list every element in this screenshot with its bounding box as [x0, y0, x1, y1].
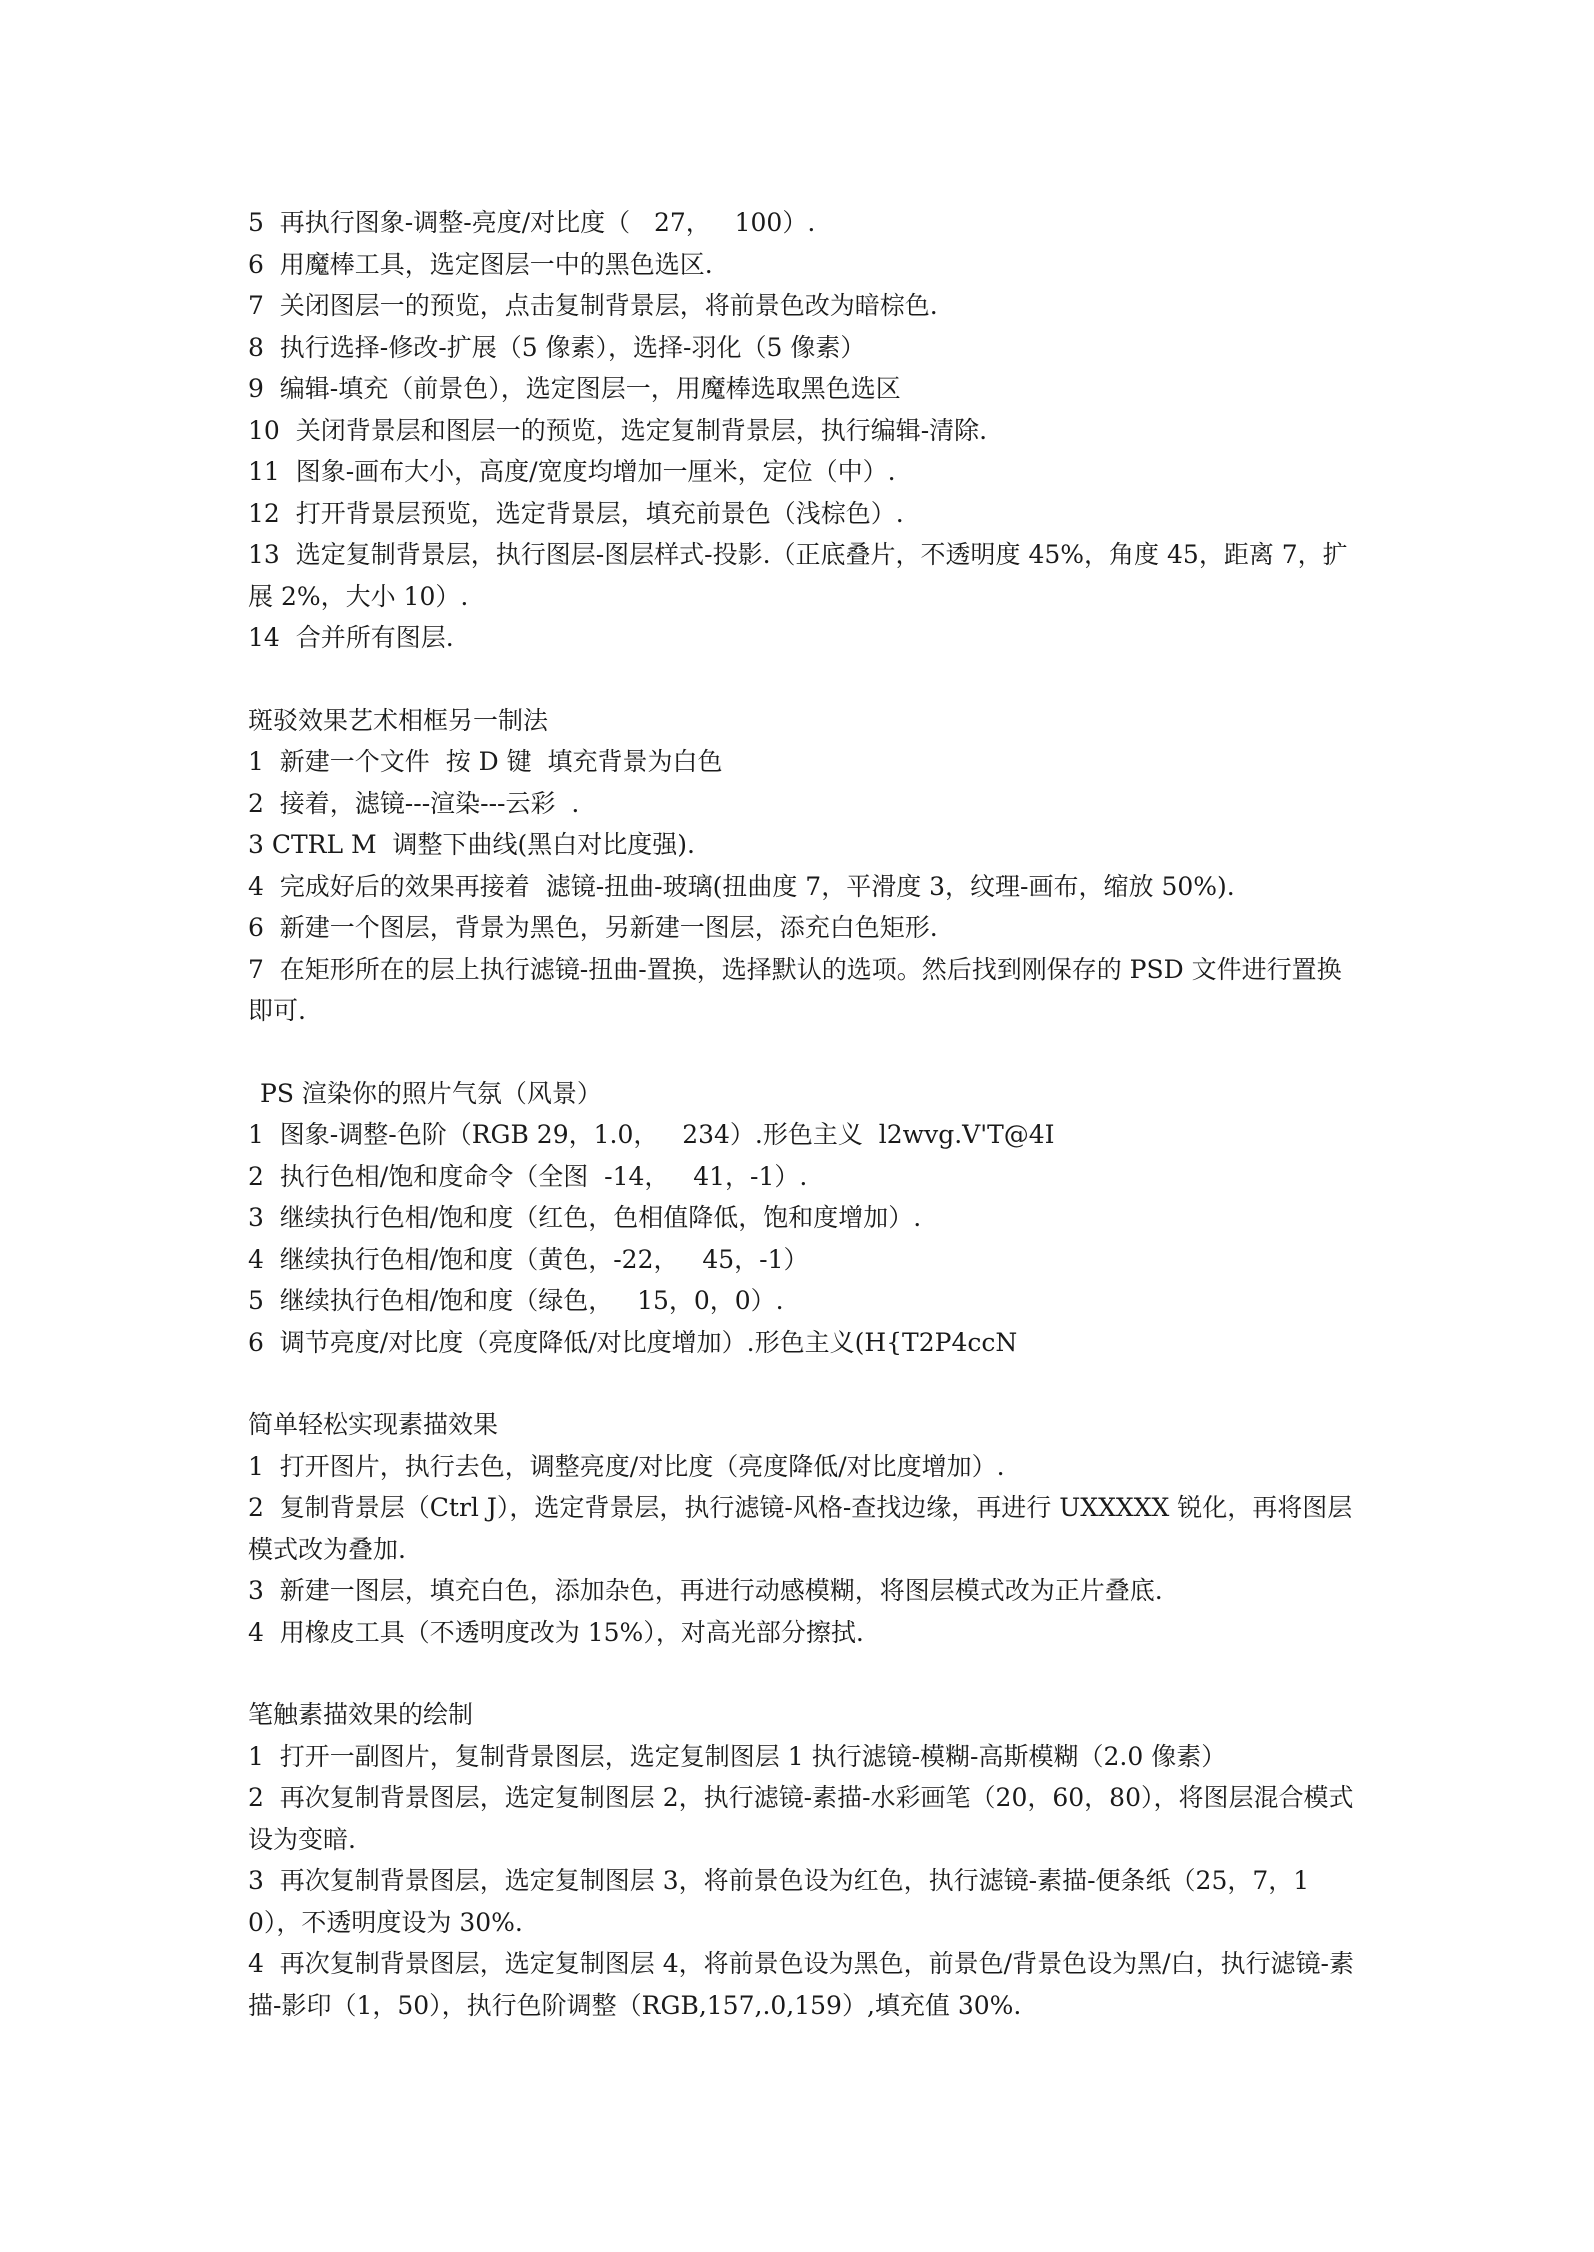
step-line: 3 CTRL M 调整下曲线(黑白对比度强).: [248, 830, 695, 859]
step-line: 3 新建一图层，填充白色，添加杂色，再进行动感模糊，将图层模式改为正片叠底.: [248, 1576, 1163, 1605]
step-line: 6 调节亮度/对比度（亮度降低/对比度增加）.形色主义(H{T2P4ccN: [248, 1327, 1018, 1357]
step-line: 12 打开背景层预览，选定背景层，填充前景色（浅棕色）.: [248, 498, 904, 528]
step-line: 5 继续执行色相/饱和度（绿色， 15，0，0）.: [248, 1286, 784, 1315]
step-line: 10 关闭背景层和图层一的预览，选定复制背景层，执行编辑-清除.: [248, 415, 988, 445]
section-title: 简单轻松实现素描效果: [248, 1410, 499, 1439]
section-4: [248, 1404, 1358, 1653]
step-line: 8 执行选择-修改-扩展（5 像素），选择-羽化（5 像素）: [248, 332, 866, 362]
step-line: 7 在矩形所在的层上执行滤镜-扭曲-置换，选择默认的选项。然后找到刚保存的 PSD 文件进行置换即可.: [248, 954, 1342, 1025]
step-line: 1 打开图片，执行去色，调整亮度/对比度（亮度降低/对比度增加）.: [248, 1451, 1005, 1481]
step-line: 7 关闭图层一的预览，点击复制背景层，将前景色改为暗棕色.: [248, 291, 938, 320]
step-line: 4 完成好后的效果再接着 滤镜-扭曲-玻璃(扭曲度 7，平滑度 3，纹理-画布，缩放 50%).: [248, 871, 1235, 901]
section-title: 笔触素描效果的绘制: [248, 1700, 474, 1729]
step-line: 2 再次复制背景图层，选定复制图层 2，执行滤镜-素描-水彩画笔（20，60，80），将图层混合模式设为变暗.: [248, 1783, 1354, 1854]
step-line: 3 再次复制背景图层，选定复制图层 3，将前景色设为红色，执行滤镜-素描-便条纸（25，7，10），不透明度设为 30%.: [248, 1866, 1310, 1937]
section-1: [248, 202, 1358, 659]
step-line: 14 合并所有图层.: [248, 623, 454, 652]
step-line: 4 继续执行色相/饱和度（黄色，-22， 45，-1）: [248, 1244, 809, 1274]
step-line: 6 用魔棒工具，选定图层一中的黑色选区.: [248, 249, 713, 279]
section-3: [248, 1073, 1358, 1364]
step-line: 5 再执行图象-调整-亮度/对比度（ 27， 100）.: [248, 208, 816, 237]
section-5: [248, 1694, 1358, 2026]
step-line: 13 选定复制背景层，执行图层-图层样式-投影.（正底叠片，不透明度 45%，角度 45，距离 7，扩展 2%，大小 10）.: [248, 540, 1348, 611]
document-body: [248, 202, 1358, 2026]
section-title: PS 渲染你的照片气氛（风景）: [260, 1078, 602, 1108]
step-line: 1 新建一个文件 按 D 键 填充背景为白色: [248, 747, 723, 776]
step-line: 4 用橡皮工具（不透明度改为 15%），对高光部分擦拭.: [248, 1617, 864, 1647]
step-line: 6 新建一个图层，背景为黑色，另新建一图层，添充白色矩形.: [248, 913, 938, 942]
step-line: 1 打开一副图片，复制背景图层，选定复制图层 1 执行滤镜-模糊-高斯模糊（2.0 像素）: [248, 1741, 1227, 1771]
step-line: 4 再次复制背景图层，选定复制图层 4，将前景色设为黑色，前景色/背景色设为黑/白，执行滤镜-素描-影印（1，50），执行色阶调整（RGB,157,.0,159）,填充值 30%.: [248, 1949, 1354, 2020]
step-line: 11 图象-画布大小，高度/宽度均增加一厘米，定位（中）.: [248, 457, 896, 486]
step-line: 2 执行色相/饱和度命令（全图 -14， 41，-1）.: [248, 1161, 808, 1191]
step-line: 2 接着，滤镜---渲染---云彩 .: [248, 788, 580, 818]
step-line: 9 编辑-填充（前景色），选定图层一，用魔棒选取黑色选区: [248, 374, 901, 403]
step-line: 2 复制背景层（Ctrl J），选定背景层，执行滤镜-风格-查找边缘，再进行 UXXXXX 锐化，再将图层模式改为叠加.: [248, 1493, 1353, 1564]
section-2: [248, 700, 1358, 1032]
step-line: 1 图象-调整-色阶（RGB 29，1.0， 234）.形色主义 l2wvg.V'T@4I: [248, 1120, 1055, 1149]
section-title: 斑驳效果艺术相框另一制法: [248, 705, 549, 735]
step-line: 3 继续执行色相/饱和度（红色，色相值降低，饱和度增加）.: [248, 1203, 922, 1232]
